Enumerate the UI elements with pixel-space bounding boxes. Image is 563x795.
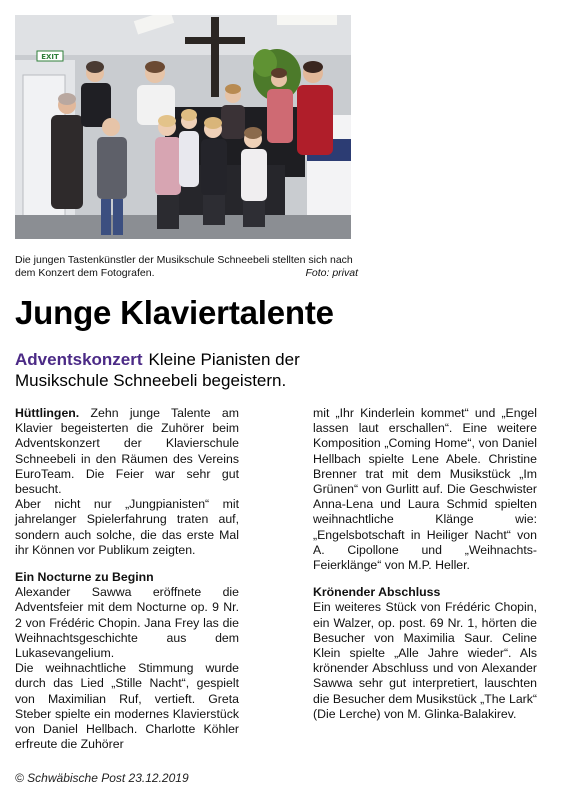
subhead-text: Kleine Pianisten der Musikschule Schneebeli begeistern. bbox=[15, 350, 300, 390]
photo-caption bbox=[15, 254, 360, 280]
paragraph-6: Ein weiteres Stück von Frédéric Chopin, ein Walzer, op. post. 69 Nr. 1, hörten die Besucher von Maximilia Saur. Celine Klein spielte „Alle Jahre wieder“. Als krönender Abschluss und von Alexander Sawwa sehr gut interpretiert, lauschten die Besucher dem Musikstück „The Lark“ (Die Lerche) von M. Glinka-Balakirev. bbox=[313, 600, 537, 721]
paragraph-1-text: Zehn junge Talente am Klavier begeisterten die Zuhörer beim Adventskonzert der Klavierschule Schneebeli in den Räumen des Vereins EuroTeam. Die Feier war sehr gut besucht. bbox=[15, 406, 239, 497]
paragraph-1 bbox=[15, 406, 239, 497]
caption-text: Die jungen Tastenkünstler der Musikschule Schneebeli stellten sich nach dem Konzert dem Fotografen. bbox=[15, 254, 353, 279]
dateline: Hüttlingen. bbox=[15, 406, 80, 420]
paragraph-2: Aber nicht nur „Jungpianisten“ mit jahrelanger Spielerfahrung traten auf, sondern auch solche, die das erste Mal ihr Können vor Publikum zeigten. bbox=[15, 497, 239, 557]
subheadline bbox=[15, 349, 345, 391]
section-heading-2: Krönender Abschluss bbox=[313, 585, 441, 600]
article-column-1 bbox=[15, 406, 239, 752]
paragraph-4: Die weihnachtliche Stimmung wurde durch das Lied „Stille Nacht“, gespielt von Maximilian Ruf, vertieft. Greta Steber spielte ein modernes Klavierstück von Daniel Hellbach. Charlotte Köhler erfreute die Zuhörer bbox=[15, 661, 239, 752]
svg-text:EXIT: EXIT bbox=[41, 53, 59, 61]
paragraph-5: mit „Ihr Kinderlein kommet“ und „Engel lassen laut erschallen“. Eine weitere Komposition „Coming Home“, von Daniel Hellbach spielte Lene Abele. Christine Brenner trat mit dem Musikstück „Im Grünen“ von Gurlitt auf. Die Geschwister Anna-Lena und Laura Schmid spielten weihnachtliche Klänge wie: „Engelsbotschaft in Heiliger Nacht“ von A. Cipollone und „Weihnachts-Feierklänge“ von M.P. Heller. bbox=[313, 406, 537, 573]
kicker: Adventskonzert bbox=[15, 350, 143, 369]
article-column-2 bbox=[313, 406, 537, 722]
group-photo bbox=[15, 15, 351, 239]
section-heading-1: Ein Nocturne zu Beginn bbox=[15, 570, 154, 585]
source-footer: © Schwäbische Post 23.12.2019 bbox=[15, 771, 189, 785]
photo-credit: Foto: privat bbox=[305, 267, 358, 279]
paragraph-3: Alexander Sawwa eröffnete die Adventsfeier mit dem Nocturne op. 9 Nr. 2 von Frédéric Chopin. Jana Frey las die Weihnachtsgeschichte aus dem Lukasevangelium. bbox=[15, 585, 239, 661]
headline: Junge Klaviertalente bbox=[15, 294, 334, 331]
